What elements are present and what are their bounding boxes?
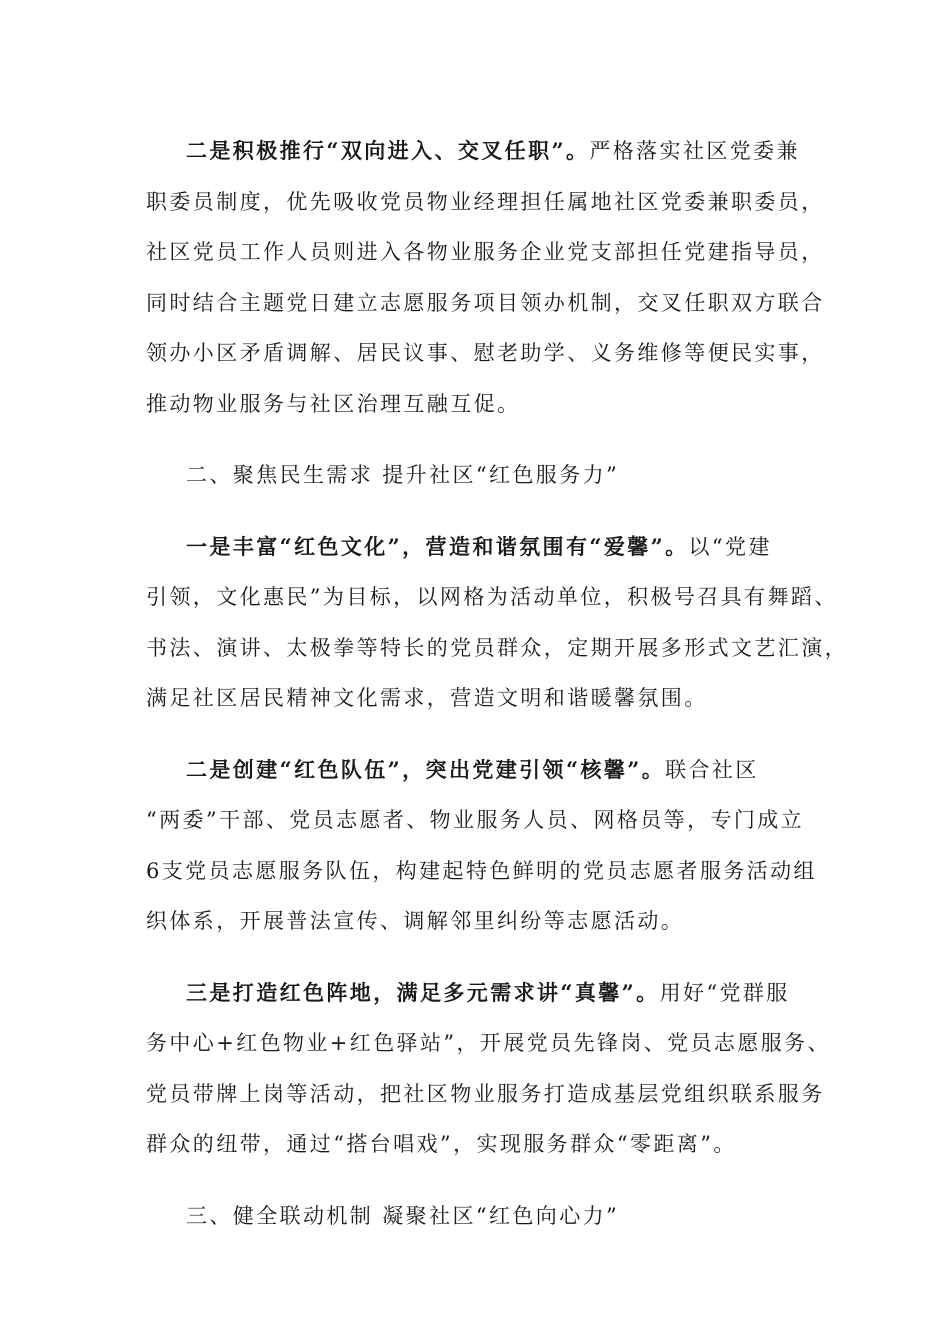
paragraph-line: 引领，文化惠民”为目标，以网格为活动单位，积极号召具有舞蹈、 xyxy=(146,585,838,609)
paragraph-gap xyxy=(146,1170,814,1191)
section-heading-3: 三、健全联动机制 凝聚社区“红色向心力” xyxy=(186,1203,620,1228)
paragraph-line: “两委”干部、党员志愿者、物业服务人员、网格员等，专门成立 xyxy=(146,808,805,832)
paragraph-text: 严格落实社区党委兼 xyxy=(589,139,800,163)
paragraph-lead: 三是打造红色阵地，满足多元需求讲“真馨”。 xyxy=(186,979,660,1005)
document-page xyxy=(146,126,848,1241)
paragraph-text: 以“党建 xyxy=(688,534,772,559)
paragraph-gap xyxy=(146,724,814,745)
paragraph-line: 书法、演讲、太极拳等特长的党员群众，定期开展多形式文艺汇演， xyxy=(146,635,848,660)
paragraph-gap xyxy=(146,501,814,522)
paragraph-lead: 一是丰富“红色文化”，营造和谐氛围有“爱馨”。 xyxy=(186,533,689,559)
paragraph-line: 满足社区居民精神文化需求，营造文明和谐暖馨氛围。 xyxy=(146,686,708,710)
paragraph-lead: 二是积极推行“双向进入、交叉任职”。 xyxy=(186,138,590,163)
paragraph-lead: 二是创建“红色队伍”，突出党建引领“核馨”。 xyxy=(186,756,666,782)
paragraph-line: 务中心+红色物业+红色驿站”，开展党员先锋岗、党员志愿服务、 xyxy=(146,1031,831,1055)
paragraph-line: 推动物业服务与社区治理互融互促。 xyxy=(146,391,521,416)
paragraph-dual-entry xyxy=(146,126,825,429)
paragraph-line: 6支党员志愿服务队伍，构建起特色鲜明的党员志愿者服务活动组 xyxy=(146,858,817,883)
paragraph-line: 群众的纽带，通过“搭台唱戏”，实现服务群众“零距离”。 xyxy=(146,1132,737,1156)
paragraph-text: 联合社区 xyxy=(665,757,759,782)
paragraph-line: 领办小区矛盾调解、居民议事、慰老助学、义务维修等便民实事， xyxy=(146,341,825,365)
paragraph-line: 社区党员工作人员则进入各物业服务企业党支部担任党建指导员， xyxy=(146,240,825,264)
paragraph-first-line xyxy=(146,745,814,796)
paragraph-first-line xyxy=(146,968,814,1019)
paragraph-text: 用好“党群服 xyxy=(659,980,790,1005)
paragraph-gap xyxy=(146,429,814,450)
paragraph-line: 职委员制度，优先吸收党员物业经理担任属地社区党委兼职委员， xyxy=(146,189,825,214)
paragraph-red-team xyxy=(146,745,817,947)
paragraph-line: 织体系，开展普法宣传、调解邻里纠纷等志愿活动。 xyxy=(146,909,685,933)
paragraph-red-base xyxy=(146,968,831,1170)
section-heading-2: 二、聚焦民生需求 提升社区“红色服务力” xyxy=(186,463,620,487)
paragraph-line: 同时结合主题党日建立志愿服务项目领办机制，交叉任职双方联合 xyxy=(146,290,825,315)
paragraph-first-line xyxy=(146,522,814,573)
paragraph-first-line xyxy=(146,126,814,177)
paragraph-red-culture xyxy=(146,522,848,724)
paragraph-gap xyxy=(146,947,814,968)
paragraph-line: 党员带牌上岗等活动，把社区物业服务打造成基层党组织联系服务 xyxy=(146,1081,825,1106)
